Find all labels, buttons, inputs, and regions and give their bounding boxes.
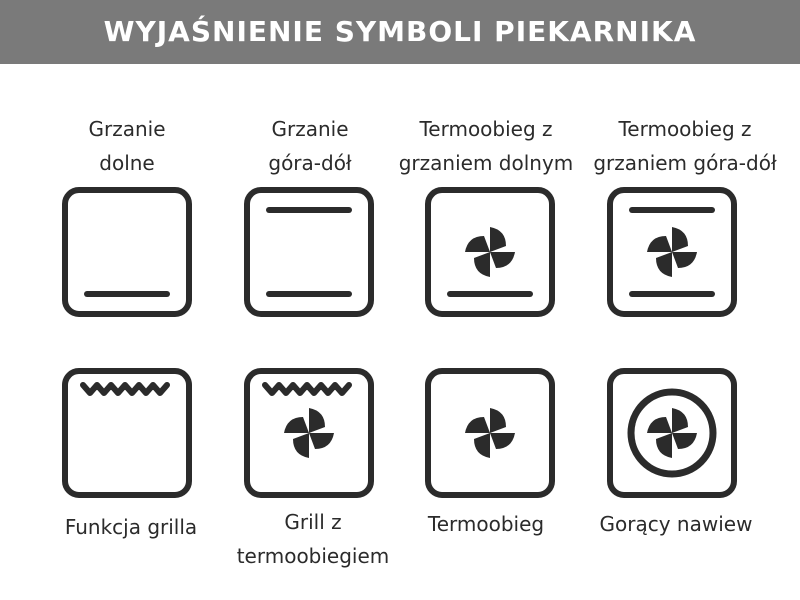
page-title: WYJAŚNIENIE SYMBOLI PIEKARNIKA xyxy=(103,15,697,48)
fan-top-bottom-heating-icon xyxy=(606,186,738,318)
label-termoobieg-grzanie-gora-dol: Termoobieg z grzaniem góra-dół xyxy=(593,117,777,175)
fan-icon xyxy=(424,367,556,499)
label-grzanie-dolne: Grzanie dolne xyxy=(88,117,166,175)
label-termoobieg-grzanie-dolne: Termoobieg z grzaniem dolnym xyxy=(398,117,574,175)
bottom-heating-icon xyxy=(61,186,193,318)
label-grill-z-termoobiegiem: Grill z termoobiegiem xyxy=(236,510,390,568)
hot-air-icon xyxy=(606,367,738,499)
fan-bottom-heating-icon xyxy=(424,186,556,318)
label-grzanie-gora-dol: Grzanie góra-dół xyxy=(268,117,352,175)
label-goracy-nawiew: Gorący nawiew xyxy=(599,512,753,536)
top-bottom-heating-icon xyxy=(243,186,375,318)
grill-fan-icon xyxy=(243,367,375,499)
label-termoobieg: Termoobieg xyxy=(427,512,545,536)
label-funkcja-grilla: Funkcja grilla xyxy=(64,515,198,539)
grill-icon xyxy=(61,367,193,499)
